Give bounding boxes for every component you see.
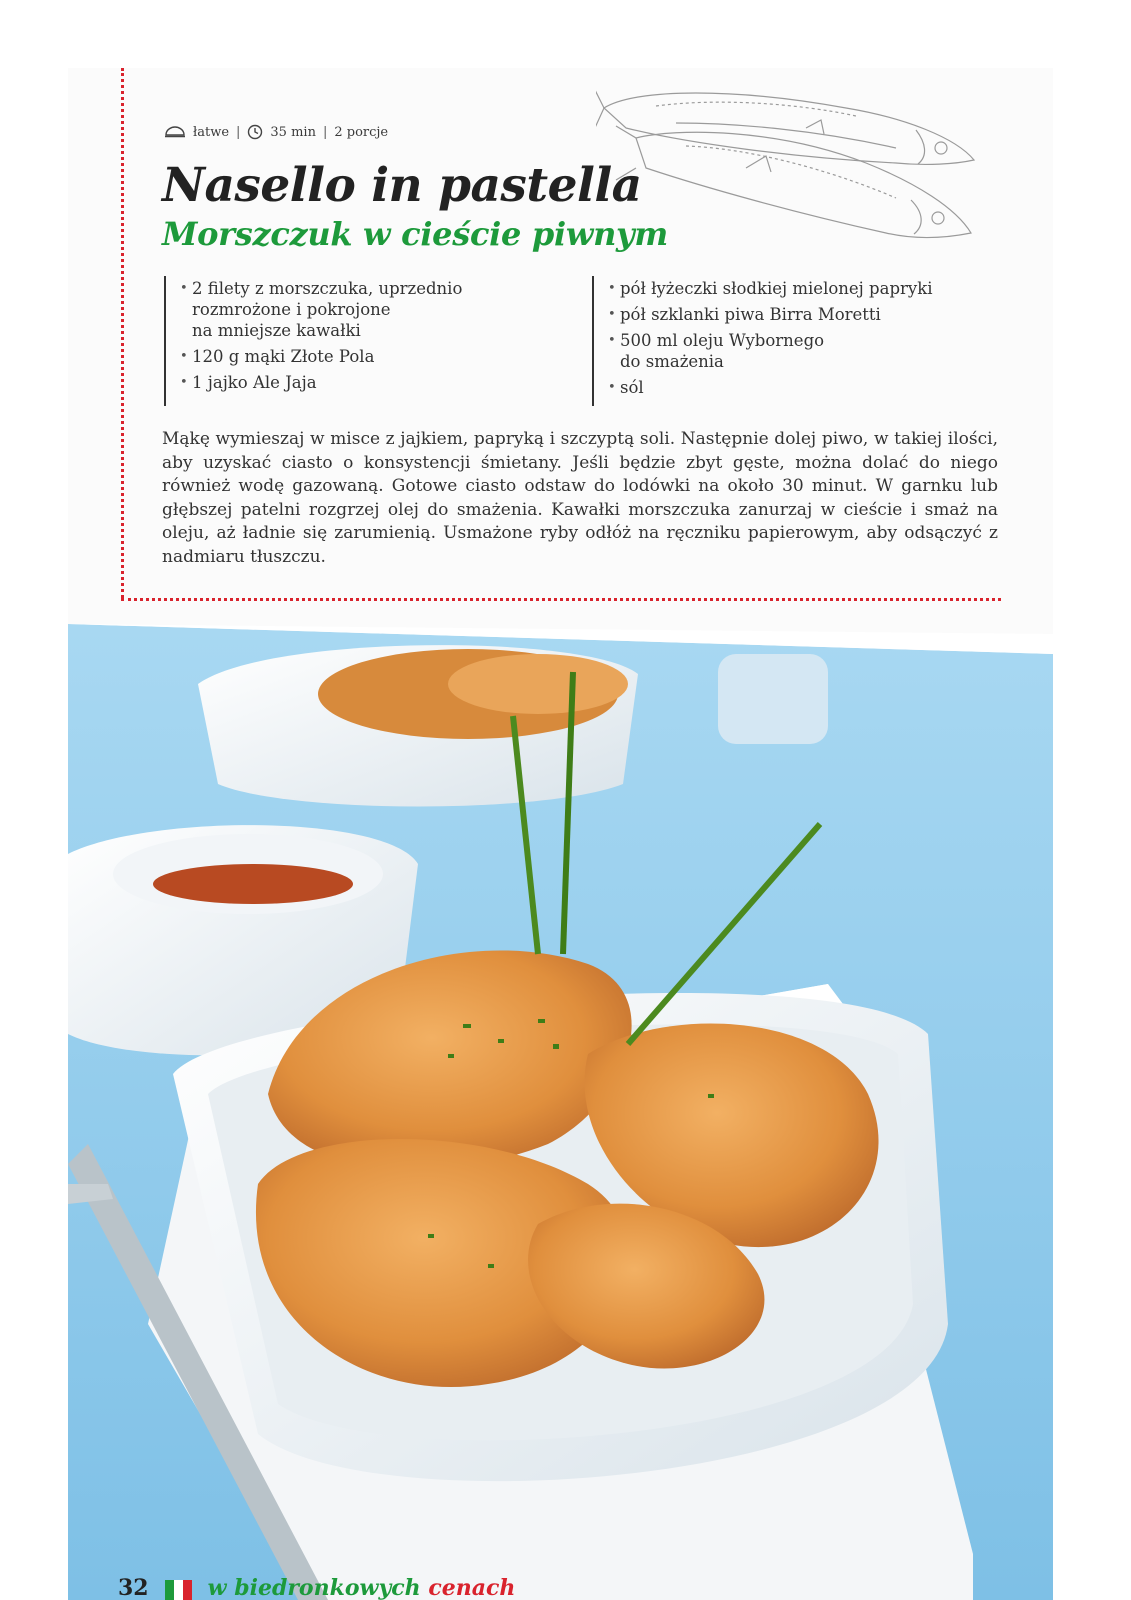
meta-separator: | (322, 124, 328, 140)
ingredient-item: • 2 filety z morszczuka, uprzednio rozmrożone i pokrojone na mniejsze kawałki (180, 278, 560, 341)
ingredients-list-left (164, 276, 560, 406)
chef-hat-icon (164, 125, 186, 139)
italian-flag-icon (165, 1580, 192, 1600)
time-label: 35 min (270, 124, 316, 140)
recipe-subtitle: Morszczuk w cieście piwnym (162, 215, 668, 253)
footer-tagline (208, 1576, 516, 1600)
ingredient-item: • 1 jajko Ale Jaja (180, 372, 560, 393)
red-dotted-border-horizontal (121, 598, 1001, 601)
method-paragraph: Mąkę wymieszaj w misce z jajkiem, papryką i szczyptą soli. Następnie dolej piwo, w takiej ilości, aby uzyskać ciasto o konsystencji śmietany. Jeśli będzie zbyt gęste, można dolać do niego również wodę gazowaną. Gotowe ciasto odstaw do lodówki na około 30 minut. W garnku lub głębszej patelni rozgrzej olej do smażenia. Kawałki morszczuka zanurzaj w cieście i smaż na oleju, aż ładnie się zarumienią. Usmażone ryby odłóż na ręczniku papierowym, aby odsączyć z nadmiaru tłuszczu. (162, 429, 998, 567)
page-footer (118, 1576, 515, 1600)
ingredient-item: • sól (608, 377, 1008, 398)
ingredient-item: • pół łyżeczki słodkiej mielonej papryki (608, 278, 1008, 299)
tagline-red: cenach (428, 1576, 516, 1600)
recipe-meta (164, 120, 388, 144)
meta-separator: | (236, 124, 241, 140)
page-number: 32 (118, 1576, 149, 1600)
dish-photo (68, 624, 1053, 1600)
clock-icon (247, 124, 263, 140)
red-dotted-border-vertical (121, 68, 124, 598)
difficulty-label: łatwe (193, 124, 230, 140)
ingredient-item: • 500 ml oleju Wybornego do smażenia (608, 330, 1008, 372)
ingredient-item: • pół szklanki piwa Birra Moretti (608, 304, 1008, 325)
recipe-title: Nasello in pastella (162, 158, 642, 213)
tagline-green: w biedronkowych (207, 1576, 421, 1600)
portions-label: 2 porcje (334, 124, 389, 140)
ingredients-list-right (592, 276, 1008, 406)
ingredient-item: • 120 g mąki Złote Pola (180, 346, 560, 367)
